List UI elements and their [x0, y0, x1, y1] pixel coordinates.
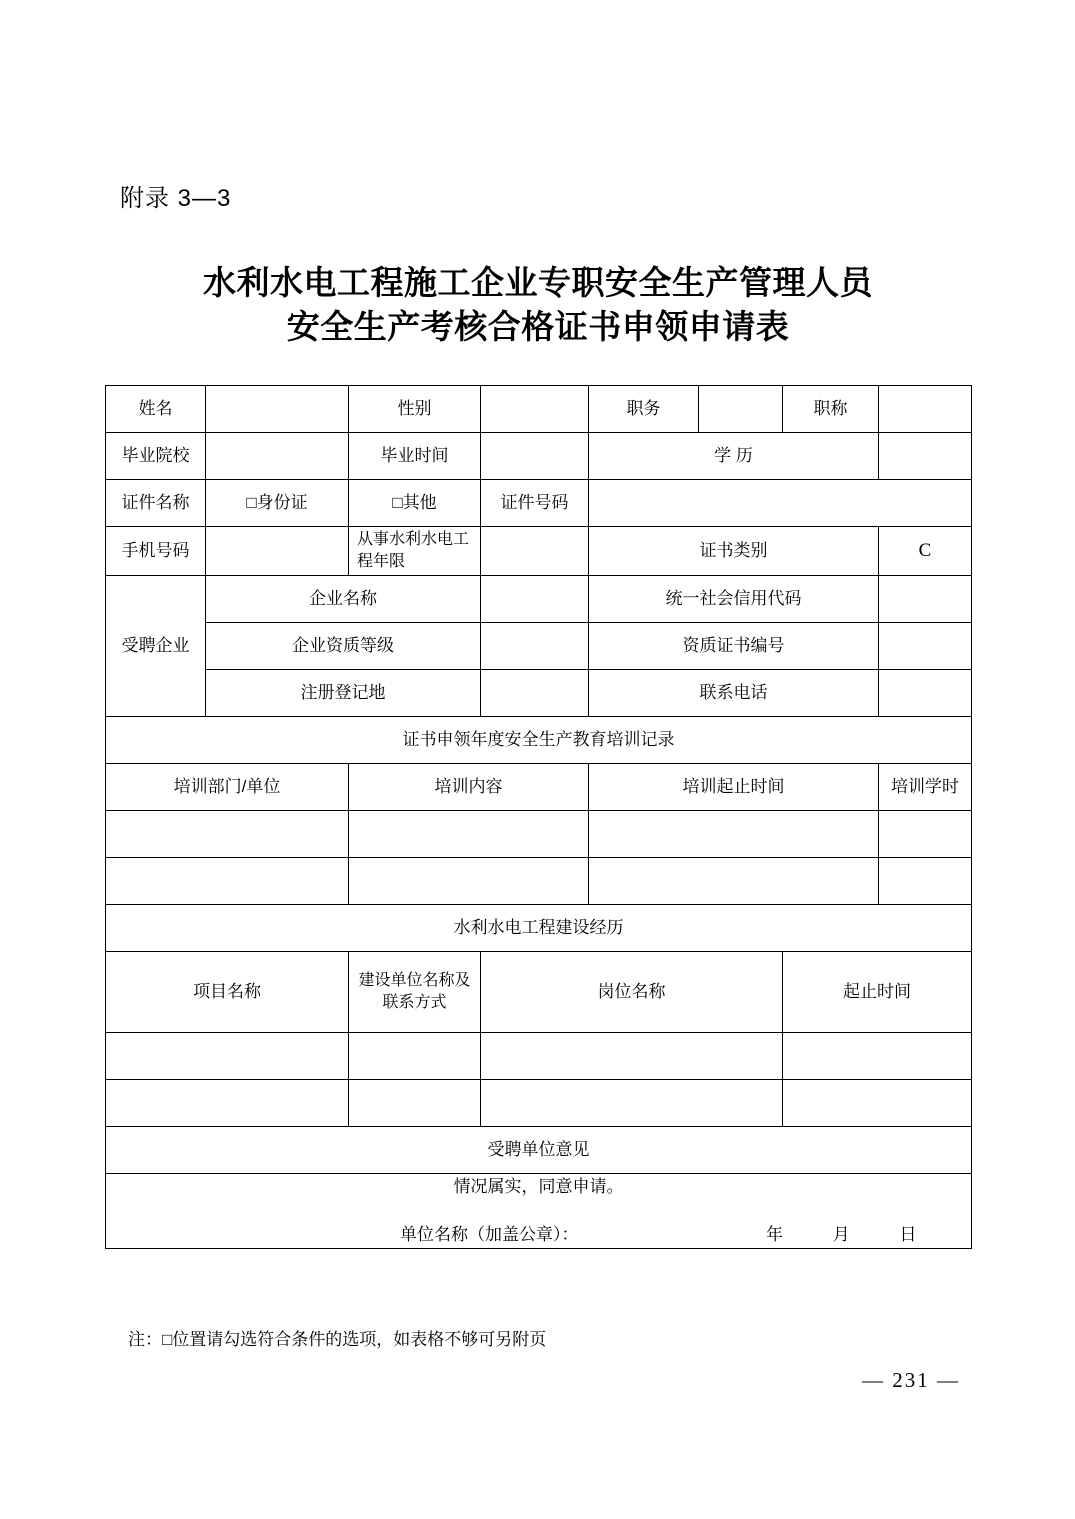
cell-training-content[interactable]: [349, 858, 589, 905]
cell-construction-unit[interactable]: [349, 1033, 481, 1080]
value-title-rank[interactable]: [879, 386, 972, 433]
label-title-rank: 职称: [783, 386, 879, 433]
appendix-label: 附录 3—3: [120, 185, 232, 212]
table-row: [106, 670, 972, 717]
header-training-period: 培训起止时间: [589, 764, 879, 811]
cell-construction-unit[interactable]: [349, 1080, 481, 1127]
header-training-hours: 培训学时: [879, 764, 972, 811]
page-title: [105, 262, 971, 350]
header-position-name: 岗位名称: [481, 952, 783, 1033]
value-qualification-cert-no[interactable]: [879, 623, 972, 670]
cell-training-content[interactable]: [349, 811, 589, 858]
label-school: 毕业院校: [106, 433, 206, 480]
table-row: [106, 480, 972, 527]
table-row: [106, 905, 972, 952]
label-contact-phone: 联系电话: [589, 670, 879, 717]
section-title-training: 证书申领年度安全生产教育培训记录: [106, 717, 972, 764]
label-company-qualification: 企业资质等级: [206, 623, 481, 670]
cell-project-name[interactable]: [106, 1033, 349, 1080]
value-contact-phone[interactable]: [879, 670, 972, 717]
value-cert-type[interactable]: C: [879, 527, 972, 576]
label-name: 姓名: [106, 386, 206, 433]
value-name[interactable]: [206, 386, 349, 433]
value-education[interactable]: [879, 433, 972, 480]
label-company-name: 企业名称: [206, 576, 481, 623]
page-number: — 231 —: [862, 1368, 960, 1392]
label-graduation-time: 毕业时间: [349, 433, 481, 480]
label-credit-code: 统一社会信用代码: [589, 576, 879, 623]
value-credit-code[interactable]: [879, 576, 972, 623]
table-row: [106, 1033, 972, 1080]
value-work-years[interactable]: [481, 527, 589, 576]
label-gender: 性别: [349, 386, 481, 433]
label-id-number: 证件号码: [481, 480, 589, 527]
cell-position-name[interactable]: [481, 1033, 783, 1080]
label-id-name: 证件名称: [106, 480, 206, 527]
date-year-label: 年: [766, 1225, 784, 1244]
checkbox-id-card[interactable]: □身份证: [206, 480, 349, 527]
table-row: [106, 433, 972, 480]
table-row: [106, 576, 972, 623]
value-phone[interactable]: [206, 527, 349, 576]
cell-training-hours[interactable]: [879, 858, 972, 905]
header-training-content: 培训内容: [349, 764, 589, 811]
label-phone: 手机号码: [106, 527, 206, 576]
opinion-block[interactable]: [106, 1174, 972, 1249]
cell-project-name[interactable]: [106, 1080, 349, 1127]
label-cert-type: 证书类别: [589, 527, 879, 576]
title-line-2: 安全生产考核合格证书申领申请表: [286, 310, 790, 346]
label-education: 学 历: [589, 433, 879, 480]
value-id-number[interactable]: [589, 480, 972, 527]
date-day-label: 日: [899, 1225, 917, 1244]
header-project-name: 项目名称: [106, 952, 349, 1033]
cell-training-department[interactable]: [106, 811, 349, 858]
value-company-qualification[interactable]: [481, 623, 589, 670]
table-row: [106, 717, 972, 764]
section-title-opinion: 受聘单位意见: [106, 1127, 972, 1174]
unit-name-label: 单位名称（加盖公章）：: [400, 1225, 579, 1244]
application-form-table: [105, 385, 972, 1249]
table-row: [106, 764, 972, 811]
table-row: [106, 527, 972, 576]
table-row: [106, 1174, 972, 1249]
cell-training-period[interactable]: [589, 811, 879, 858]
label-qualification-cert-no: 资质证书编号: [589, 623, 879, 670]
cell-position-name[interactable]: [481, 1080, 783, 1127]
table-row: [106, 858, 972, 905]
header-training-department: 培训部门/单位: [106, 764, 349, 811]
table-row: [106, 623, 972, 670]
value-gender[interactable]: [481, 386, 589, 433]
date-fields: [744, 1224, 967, 1246]
table-row: [106, 1127, 972, 1174]
opinion-signature-row: [110, 1224, 967, 1246]
value-duty[interactable]: [699, 386, 783, 433]
form-note: 注：□位置请勾选符合条件的选项，如表格不够可另附页: [128, 1330, 547, 1349]
header-period: 起止时间: [783, 952, 972, 1033]
value-school[interactable]: [206, 433, 349, 480]
table-row: [106, 386, 972, 433]
table-row: [106, 1080, 972, 1127]
opinion-text: 情况属实，同意申请。: [453, 1177, 624, 1196]
label-duty: 职务: [589, 386, 699, 433]
label-employer: 受聘企业: [106, 576, 206, 717]
header-construction-unit: 建设单位名称及联系方式: [349, 952, 481, 1033]
cell-period[interactable]: [783, 1080, 972, 1127]
value-registration-place[interactable]: [481, 670, 589, 717]
value-graduation-time[interactable]: [481, 433, 589, 480]
label-registration-place: 注册登记地: [206, 670, 481, 717]
cell-training-department[interactable]: [106, 858, 349, 905]
cell-training-hours[interactable]: [879, 811, 972, 858]
label-work-years: 从事水利水电工程年限: [349, 527, 481, 576]
checkbox-other[interactable]: □其他: [349, 480, 481, 527]
date-month-label: 月: [832, 1225, 850, 1244]
value-company-name[interactable]: [481, 576, 589, 623]
table-row: [106, 952, 972, 1033]
table-row: [106, 811, 972, 858]
cell-period[interactable]: [783, 1033, 972, 1080]
section-title-experience: 水利水电工程建设经历: [106, 905, 972, 952]
cell-training-period[interactable]: [589, 858, 879, 905]
title-line-1: 水利水电工程施工企业专职安全生产管理人员: [203, 266, 873, 302]
